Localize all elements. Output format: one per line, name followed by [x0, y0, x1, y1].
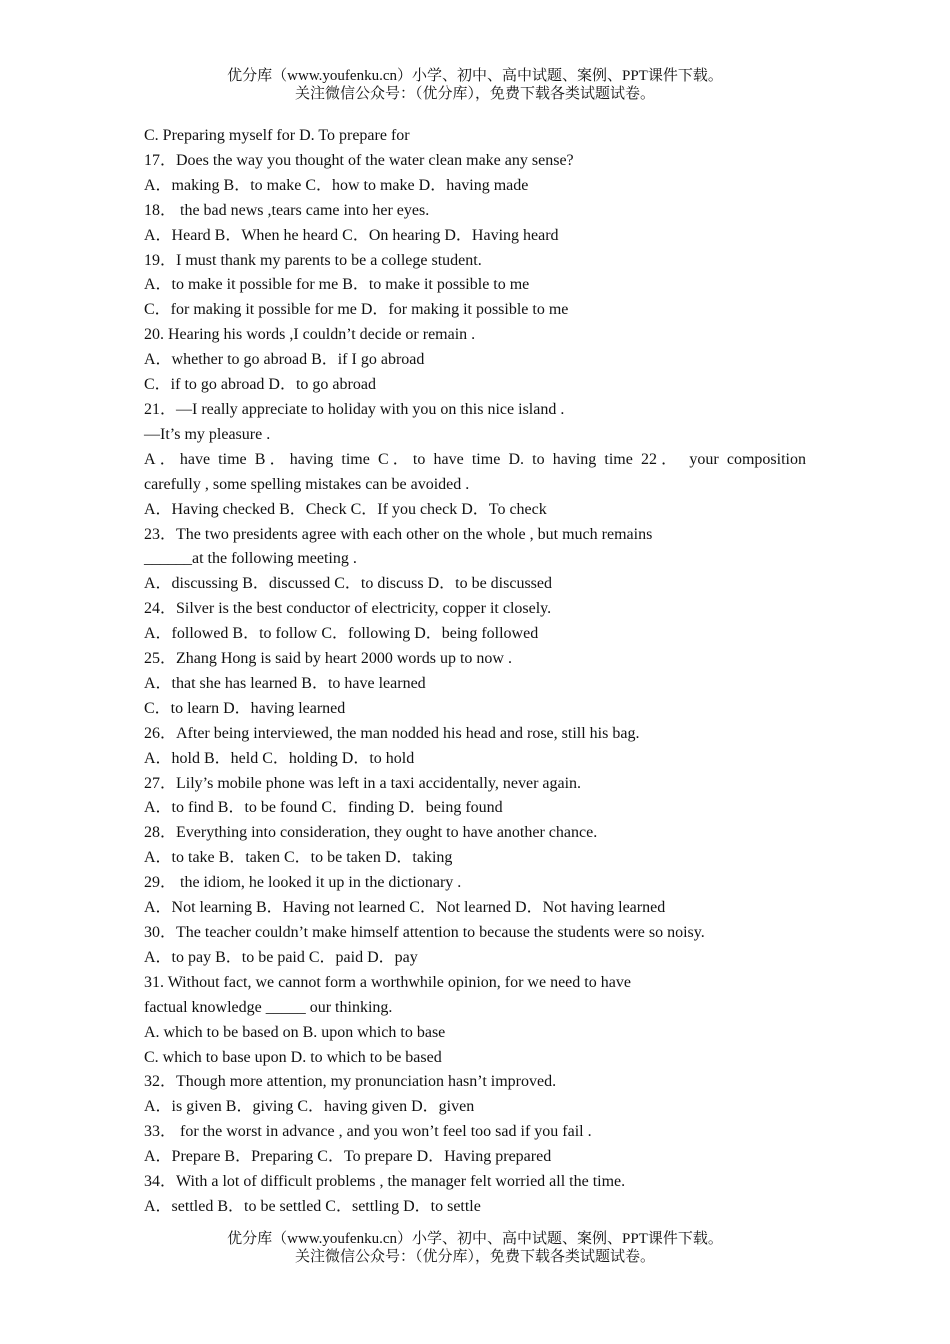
options-20-ab: A．whether to go abroad B．if I go abroad	[144, 351, 425, 369]
options-25-cd: C．to learn D．having learned	[144, 699, 346, 717]
options-25-ab: A．that she has learned B．to have learned	[144, 674, 426, 692]
options-29: A．Not learning B．Having not learned C．Not learned D．Not having learned	[144, 899, 666, 917]
options-34: A．settled B．to be settled C．settling D．to settle	[144, 1197, 481, 1215]
question-17: 17．Does the way you thought of the water clean make any sense?	[144, 151, 574, 169]
options-23: A．discussing B．discussed C．to discuss D．to be discussed	[144, 575, 553, 593]
options-31-cd: C. which to base upon D. to which to be based	[144, 1048, 442, 1066]
options-18: A．Heard B．When he heard C．On hearing D．Having heard	[144, 226, 559, 244]
options-32: A．is given B．giving C．having given D．given	[144, 1098, 475, 1116]
options-24: A．followed B．to follow C．following D．being followed	[144, 625, 539, 643]
question-31-cont: factual knowledge _____ our thinking.	[144, 998, 393, 1016]
options-21-question-22: A．have time B．having time C．to have time D. to having time 22． your composition	[144, 450, 806, 468]
options-17: A．making B．to make C．how to make D．having made	[144, 176, 529, 194]
question-24: 24．Silver is the best conductor of electricity, copper it closely.	[144, 600, 552, 618]
options-26: A．hold B．held C．holding D．to hold	[144, 749, 415, 767]
options-22: A．Having checked B．Check C．If you check D．To check	[144, 500, 547, 518]
options-19-ab: A．to make it possible for me B．to make it possible to me	[144, 276, 530, 294]
header-line-1: 优分库（www.youfenku.cn）小学、初中、高中试题、案例、PPT课件下载。	[227, 68, 723, 84]
options-20-cd: C．if to go abroad D．to go abroad	[144, 376, 376, 394]
question-34: 34．With a lot of difficult problems , the manager felt worried all the time.	[144, 1173, 626, 1191]
question-20: 20. Hearing his words ,I couldn’t decide or remain .	[144, 326, 476, 344]
text-line: C. Preparing myself for D. To prepare for	[144, 127, 410, 144]
options-28: A．to take B．taken C．to be taken D．taking	[144, 849, 453, 867]
question-31: 31. Without fact, we cannot form a worthwhile opinion, for we need to have	[144, 973, 631, 991]
options-33: A．Prepare B．Preparing C．To prepare D．Having prepared	[144, 1148, 552, 1166]
question-23-cont: ______at the following meeting .	[144, 550, 357, 568]
question-28: 28．Everything into consideration, they ought to have another chance.	[144, 824, 598, 842]
question-21-reply: —It’s my pleasure .	[144, 425, 271, 443]
options-30: A．to pay B．to be paid C．paid D．pay	[144, 948, 418, 966]
question-22-cont: carefully , some spelling mistakes can be avoided .	[144, 475, 470, 493]
footer-line-2: 关注微信公众号：（优分库），免费下载各类试题试卷。	[294, 1249, 655, 1265]
question-21: 21．—I really appreciate to holiday with you on this nice island .	[144, 400, 565, 418]
question-27: 27．Lily’s mobile phone was left in a taxi accidentally, never again.	[144, 774, 582, 792]
question-33: 33． for the worst in advance , and you won’t feel too sad if you fail .	[144, 1123, 592, 1141]
question-23: 23．The two presidents agree with each other on the whole , but much remains	[144, 525, 653, 543]
document-body	[144, 124, 806, 1220]
footer-line-1: 优分库（www.youfenku.cn）小学、初中、高中试题、案例、PPT课件下载。	[227, 1231, 723, 1247]
question-25: 25．Zhang Hong is said by heart 2000 words up to now .	[144, 650, 512, 668]
question-19: 19．I must thank my parents to be a college student.	[144, 251, 482, 269]
question-30: 30．The teacher couldn’t make himself attention to because the students were so noisy.	[144, 924, 705, 941]
question-29: 29． the idiom, he looked it up in the dictionary .	[144, 874, 462, 892]
header-line-2: 关注微信公众号：（优分库），免费下载各类试题试卷。	[294, 86, 655, 102]
question-18: 18． the bad news ,tears came into her eyes.	[144, 201, 430, 219]
page-header	[0, 67, 950, 103]
question-32: 32．Though more attention, my pronunciation hasn’t improved.	[144, 1073, 557, 1091]
question-26: 26．After being interviewed, the man nodded his head and rose, still his bag.	[144, 724, 640, 742]
options-27: A．to find B．to be found C．finding D．being found	[144, 799, 503, 817]
options-19-cd: C．for making it possible for me D．for making it possible to me	[144, 301, 569, 319]
page-footer	[0, 1230, 950, 1266]
options-31-ab: A. which to be based on B. upon which to base	[144, 1023, 446, 1041]
